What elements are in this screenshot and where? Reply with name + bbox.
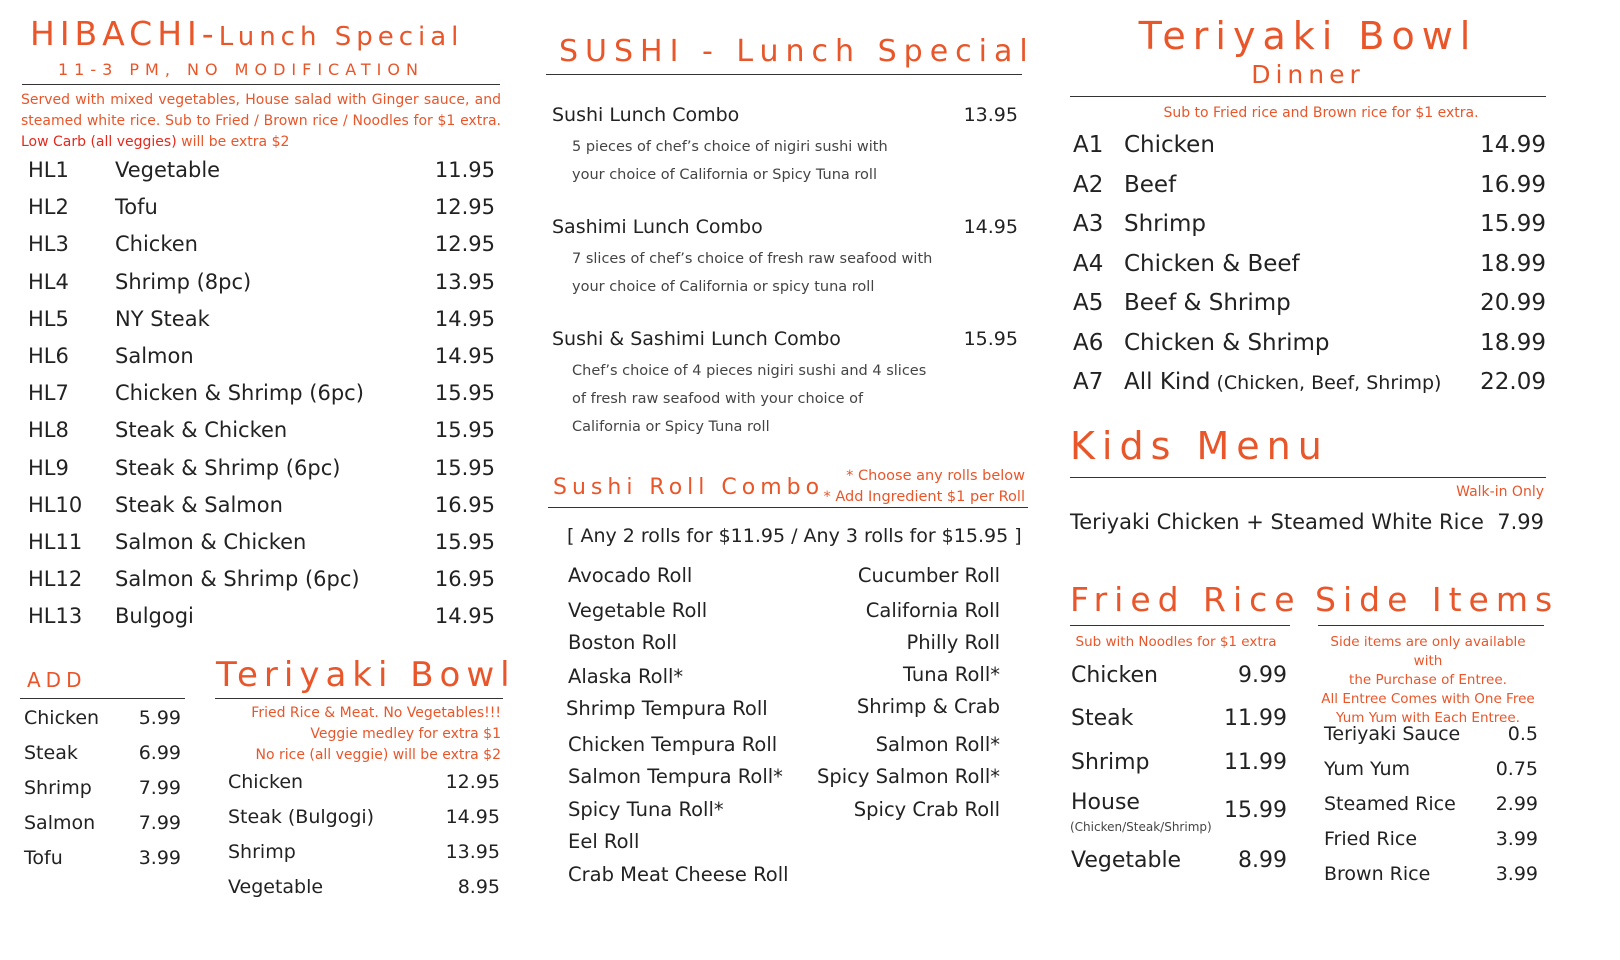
kids-rule [1070, 477, 1546, 478]
hibachi-item-code: HL6 [28, 344, 69, 368]
teriyaki-lunch-title: Teriyaki Bowl [216, 655, 516, 695]
sushi-rule [546, 74, 1022, 75]
teriyaki-dinner-title: Teriyaki Bowl [1138, 14, 1478, 58]
teriyaki-dinner-item [1073, 211, 1546, 237]
roll-item: Spicy Salmon Roll* [816, 765, 1000, 788]
teriyaki-dinner-item-code: A1 [1073, 132, 1104, 158]
side-items-note-4: Yum Yum with Each Entree. [1336, 710, 1520, 726]
add-item-price: 7.99 [138, 812, 181, 834]
hibachi-item [28, 567, 495, 591]
side-item-price: 2.99 [1495, 793, 1538, 815]
roll-item: Tuna Roll* [902, 663, 1000, 686]
hibachi-item-price: 12.95 [434, 232, 495, 257]
side-item-name: Brown Rice [1324, 863, 1431, 885]
side-items-title: Side Items [1315, 580, 1560, 619]
add-item [24, 847, 181, 869]
roll-item: Philly Roll [906, 631, 1000, 654]
add-item [24, 742, 181, 764]
teriyaki-lunch-item-price: 14.95 [445, 806, 500, 828]
teriyaki-lunch-note-3: No rice (all veggie) will be extra $2 [255, 747, 501, 763]
hibachi-item-price: 11.95 [434, 158, 495, 182]
add-item [24, 707, 181, 729]
teriyaki-dinner-item-price: 18.99 [1480, 250, 1546, 277]
roll-item: Salmon Tempura Roll* [568, 765, 783, 788]
fried-rice-item-name: House [1071, 790, 1140, 815]
hibachi-hours: 11-3 PM, NO MODIFICATION [58, 60, 424, 79]
fried-rice-item-sub: (Chicken/Steak/Shrimp) [1070, 820, 1212, 834]
teriyaki-dinner-item-name: Beef [1124, 171, 1177, 198]
hibachi-rule [22, 84, 500, 85]
teriyaki-dinner-item-name: Chicken & Shrimp [1124, 329, 1330, 356]
hibachi-item-code: HL2 [28, 195, 69, 220]
sushi-combo-price: 15.95 [963, 328, 1018, 350]
side-items-note-3: All Entree Comes with One Free [1321, 691, 1535, 707]
roll-item: Chicken Tempura Roll [568, 733, 778, 756]
side-items-note-2: the Purchase of Entree. [1349, 672, 1507, 688]
hibachi-item-price: 16.95 [434, 492, 495, 517]
teriyaki-dinner-item [1073, 290, 1546, 316]
hibachi-title-main: HIBACHI- [30, 14, 219, 53]
teriyaki-dinner-item-code: A5 [1073, 290, 1104, 316]
teriyaki-dinner-rule [1070, 96, 1546, 97]
fried-rice-item-price: 15.99 [1224, 798, 1287, 823]
teriyaki-dinner-item [1073, 172, 1546, 198]
roll-item: Shrimp & Crab [856, 695, 1000, 718]
teriyaki-dinner-subtitle: Dinner [1251, 60, 1365, 89]
hibachi-item [28, 381, 495, 405]
add-item-name: Chicken [24, 707, 100, 729]
side-item-price: 0.5 [1507, 723, 1538, 745]
sushi-combo-desc-line: your choice of California or spicy tuna roll [572, 279, 875, 295]
roll-item: Vegetable Roll [568, 599, 708, 622]
side-item [1324, 793, 1538, 815]
fried-rice-item-name: Steak [1071, 706, 1134, 731]
hibachi-item-name: Salmon [115, 344, 194, 368]
teriyaki-lunch-item [228, 841, 500, 863]
add-item [24, 812, 181, 834]
fried-rice-item [1071, 848, 1287, 873]
hibachi-item-name: Steak & Chicken [115, 418, 288, 443]
hibachi-item [28, 530, 495, 554]
teriyaki-lunch-rule [215, 698, 503, 699]
add-item-price: 6.99 [138, 742, 181, 764]
teriyaki-lunch-item-name: Steak (Bulgogi) [228, 806, 375, 828]
sushi-combo-price: 14.95 [963, 216, 1018, 238]
hibachi-note-part2: will be extra $2 [176, 134, 290, 150]
side-item [1324, 828, 1538, 850]
hibachi-item-price: 15.95 [434, 381, 495, 406]
teriyaki-dinner-item-code: A7 [1073, 369, 1104, 395]
hibachi-item-price: 14.95 [434, 604, 495, 629]
roll-combo-deal: [ Any 2 rolls for $11.95 / Any 3 rolls for $15.95 ] [567, 525, 1022, 547]
hibachi-item-name: Chicken [115, 232, 198, 257]
teriyaki-lunch-notes [215, 703, 501, 766]
sushi-combo-desc-line: of fresh raw seafood with your choice of [572, 391, 864, 407]
hibachi-item-price: 14.95 [434, 344, 495, 368]
roll-combo-notes [800, 466, 1025, 508]
teriyaki-lunch-item-name: Chicken [228, 771, 304, 793]
teriyaki-lunch-note-2: Veggie medley for extra $1 [310, 726, 501, 742]
teriyaki-lunch-item [228, 771, 500, 793]
hibachi-item-code: HL8 [28, 418, 69, 443]
teriyaki-dinner-item-price: 14.99 [1480, 132, 1546, 158]
hibachi-item-price: 15.95 [434, 455, 495, 480]
roll-combo-note-1: * Choose any rolls below [846, 468, 1025, 484]
hibachi-item-price: 12.95 [434, 195, 495, 220]
teriyaki-dinner-item-name: Beef & Shrimp [1124, 290, 1291, 316]
side-item-name: Teriyaki Sauce [1324, 723, 1461, 745]
teriyaki-dinner-item [1073, 330, 1546, 356]
roll-item: Avocado Roll [568, 564, 693, 587]
teriyaki-dinner-item-price: 20.99 [1480, 290, 1546, 316]
hibachi-item [28, 307, 495, 331]
sushi-combo [552, 328, 1018, 350]
fried-rice-rule [1070, 625, 1290, 626]
sushi-combo-name: Sushi & Sashimi Lunch Combo [552, 328, 841, 350]
teriyaki-dinner-item-price: 15.99 [1480, 211, 1546, 237]
teriyaki-dinner-item-code: A6 [1073, 329, 1104, 356]
roll-item: Salmon Roll* [875, 733, 1000, 756]
hibachi-item-code: HL11 [28, 530, 83, 554]
roll-item: Spicy Crab Roll [853, 798, 1000, 821]
hibachi-item-price: 15.95 [434, 418, 495, 443]
roll-item: Shrimp Tempura Roll [566, 697, 768, 720]
teriyaki-dinner-item-code: A2 [1073, 171, 1104, 198]
hibachi-item-name: Shrimp (8pc) [115, 269, 252, 294]
sushi-combo-desc [572, 357, 926, 441]
hibachi-item [28, 158, 495, 182]
teriyaki-lunch-item-price: 13.95 [445, 841, 500, 863]
hibachi-item-code: HL10 [28, 492, 83, 517]
add-rule [20, 698, 185, 699]
fried-rice-title: Fried Rice [1070, 580, 1302, 619]
teriyaki-lunch-item [228, 876, 500, 898]
roll-item: Crab Meat Cheese Roll [568, 863, 789, 886]
sushi-combo-desc-line: your choice of California or Spicy Tuna roll [572, 167, 877, 183]
teriyaki-dinner-item-name: Chicken [1124, 132, 1215, 158]
teriyaki-dinner-item [1073, 369, 1546, 395]
teriyaki-lunch-note-1: Fried Rice & Meat. No Vegetables!!! [251, 705, 501, 721]
hibachi-item [28, 604, 495, 628]
side-items-note [1318, 633, 1538, 728]
fried-rice-item-price: 9.99 [1238, 663, 1287, 688]
roll-item: California Roll [865, 599, 1000, 622]
fried-rice-item-price: 8.99 [1238, 848, 1287, 873]
hibachi-item-name: Salmon & Shrimp (6pc) [115, 567, 360, 592]
hibachi-item-code: HL4 [28, 269, 69, 294]
sushi-combo-desc-line: 7 slices of chef’s choice of fresh raw seafood with [572, 251, 933, 267]
hibachi-item-code: HL9 [28, 455, 69, 480]
roll-item: Cucumber Roll [857, 564, 1000, 587]
side-item-price: 0.75 [1495, 758, 1538, 780]
teriyaki-dinner-item-price: 18.99 [1480, 329, 1546, 356]
hibachi-item [28, 232, 495, 256]
add-item-name: Tofu [24, 847, 63, 869]
side-item-name: Fried Rice [1324, 828, 1418, 850]
roll-item: Eel Roll [568, 830, 640, 853]
side-items-rule [1318, 625, 1544, 626]
hibachi-item [28, 195, 495, 219]
sushi-combo-desc [572, 133, 888, 189]
sushi-combo [552, 216, 1018, 238]
fried-rice-item [1071, 706, 1287, 731]
teriyaki-lunch-item [228, 806, 500, 828]
hibachi-title [30, 14, 463, 53]
hibachi-item-name: Steak & Shrimp (6pc) [115, 455, 341, 480]
hibachi-item-code: HL7 [28, 381, 69, 406]
side-items-note-1: Side items are only available with [1330, 634, 1526, 669]
add-item-price: 3.99 [138, 847, 181, 869]
hibachi-item-price: 15.95 [434, 530, 495, 554]
sushi-combo-name: Sashimi Lunch Combo [552, 216, 763, 238]
roll-combo-title: Sushi Roll Combo [553, 475, 825, 500]
hibachi-note-lowcarb: Low Carb (all veggies) [21, 134, 177, 150]
teriyaki-dinner-item-price: 16.99 [1480, 171, 1546, 198]
side-item-name: Steamed Rice [1324, 793, 1456, 815]
fried-rice-item-name: Chicken [1071, 663, 1158, 688]
hibachi-item-price: 14.95 [434, 306, 495, 331]
roll-item: Alaska Roll* [568, 665, 684, 688]
hibachi-item-price: 16.95 [434, 567, 495, 592]
hibachi-item-name: Vegetable [115, 158, 221, 182]
hibachi-note [21, 90, 501, 153]
hibachi-item-code: HL3 [28, 232, 69, 257]
hibachi-item-name: Steak & Salmon [115, 492, 283, 517]
add-item-name: Salmon [24, 812, 96, 834]
kids-item-price: 7.99 [1497, 510, 1544, 534]
hibachi-title-sub: Lunch Special [218, 22, 464, 52]
hibachi-item-code: HL12 [28, 567, 83, 592]
roll-item: Boston Roll [568, 631, 678, 654]
hibachi-item [28, 493, 495, 517]
side-item-price: 3.99 [1495, 828, 1538, 850]
roll-item: Spicy Tuna Roll* [568, 798, 724, 821]
kids-note: Walk-in Only [1456, 484, 1544, 500]
add-item-name: Shrimp [24, 777, 92, 799]
fried-rice-item [1071, 790, 1287, 823]
add-item-price: 7.99 [138, 777, 181, 799]
hibachi-item-name: Bulgogi [115, 604, 194, 629]
teriyaki-dinner-item-name: Shrimp [1124, 211, 1207, 237]
fried-rice-item-name: Shrimp [1071, 750, 1150, 775]
fried-rice-item [1071, 750, 1287, 775]
hibachi-item-name: NY Steak [115, 306, 210, 331]
hibachi-item-name: Tofu [115, 195, 158, 220]
sushi-title: SUSHI - Lunch Special [559, 34, 1035, 69]
teriyaki-dinner-item-name: Chicken & Beef [1124, 250, 1300, 277]
hibachi-item-name: Salmon & Chicken [115, 530, 307, 554]
teriyaki-lunch-item-name: Vegetable [228, 876, 324, 898]
teriyaki-lunch-item-price: 8.95 [457, 876, 500, 898]
sushi-combo [552, 104, 1018, 126]
side-item [1324, 758, 1538, 780]
roll-combo-rule [548, 507, 1028, 508]
roll-combo-note-2: * Add Ingredient $1 per Roll [823, 489, 1025, 505]
add-title: ADD [27, 668, 87, 692]
teriyaki-dinner-note: Sub to Fried rice and Brown rice for $1 extra. [1163, 105, 1479, 121]
kids-item-name: Teriyaki Chicken + Steamed White Rice [1070, 510, 1484, 534]
sushi-combo-name: Sushi Lunch Combo [552, 104, 740, 126]
add-item [24, 777, 181, 799]
side-item [1324, 863, 1538, 885]
teriyaki-dinner-item [1073, 251, 1546, 277]
teriyaki-lunch-item-name: Shrimp [228, 841, 296, 863]
teriyaki-dinner-item-code: A3 [1073, 211, 1104, 237]
hibachi-note-part1: Served with mixed vegetables, House salad with Ginger sauce, and steamed white rice. Sub to Fried / Brown rice / Noodles for $1 extra. [21, 92, 501, 129]
hibachi-item-code: HL1 [28, 158, 69, 182]
sushi-combo-price: 13.95 [963, 104, 1018, 126]
add-item-name: Steak [24, 742, 78, 764]
teriyaki-dinner-item-code: A4 [1073, 250, 1104, 277]
hibachi-item-price: 13.95 [434, 269, 495, 294]
fried-rice-item [1071, 663, 1287, 688]
teriyaki-dinner-item-price: 22.09 [1480, 369, 1546, 395]
teriyaki-dinner-item-name: All Kind [1124, 369, 1211, 395]
hibachi-item [28, 344, 495, 368]
sushi-combo-desc-line: 5 pieces of chef’s choice of nigiri sushi with [572, 139, 888, 155]
sushi-combo-desc [572, 245, 932, 301]
hibachi-item-code: HL13 [28, 604, 83, 629]
teriyaki-dinner-item-extra: (Chicken, Beef, Shrimp) [1216, 372, 1442, 394]
sushi-combo-desc-line: Chef’s choice of 4 pieces nigiri sushi and 4 slices [572, 363, 927, 379]
fried-rice-item-price: 11.99 [1224, 750, 1287, 775]
kids-item [1070, 510, 1544, 534]
teriyaki-dinner-item [1073, 132, 1546, 158]
hibachi-item [28, 418, 495, 442]
sushi-combo-desc-line: California or Spicy Tuna roll [572, 419, 770, 435]
side-item [1324, 723, 1538, 745]
hibachi-item-name: Chicken & Shrimp (6pc) [115, 381, 364, 406]
kids-title: Kids Menu [1070, 424, 1329, 468]
hibachi-item [28, 270, 495, 294]
hibachi-item [28, 456, 495, 480]
add-item-price: 5.99 [138, 707, 181, 729]
fried-rice-note: Sub with Noodles for $1 extra [1075, 634, 1277, 650]
fried-rice-item-price: 11.99 [1224, 706, 1287, 731]
side-item-name: Yum Yum [1324, 758, 1410, 780]
fried-rice-item-name: Vegetable [1071, 848, 1182, 873]
side-item-price: 3.99 [1495, 863, 1538, 885]
teriyaki-lunch-item-price: 12.95 [445, 771, 500, 793]
hibachi-item-code: HL5 [28, 306, 69, 331]
